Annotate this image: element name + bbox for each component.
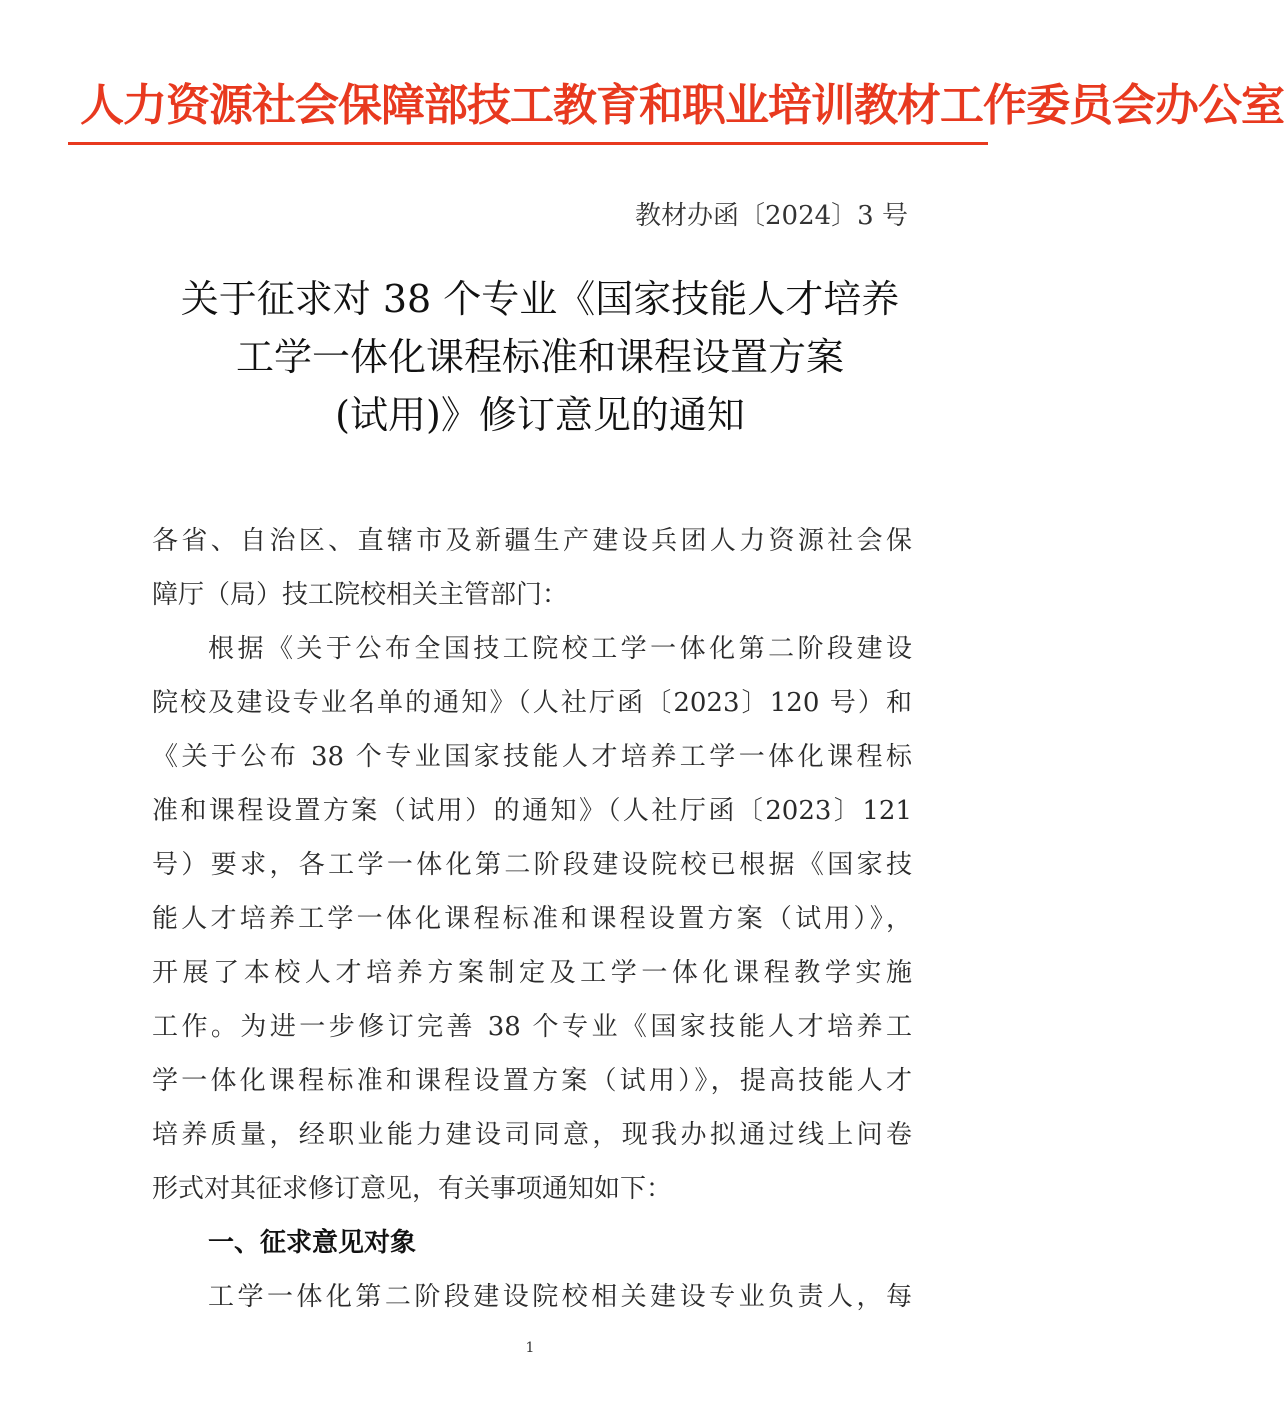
paragraph-line: 准和课程设置方案（试用）的通知》（人社厅函〔2023〕121 [152, 796, 912, 826]
paragraph-line: 号）要求，各工学一体化第二阶段建设院校已根据《国家技 [152, 850, 912, 880]
paragraph-line: 工作。为进一步修订完善 38 个专业《国家技能人才培养工 [152, 1012, 912, 1042]
addressee-line-1: 各省、自治区、直辖市及新疆生产建设兵团人力资源社会保 [152, 526, 912, 556]
section-heading: 一、征求意见对象 [208, 1228, 417, 1258]
document-number: 教材办函〔2024〕3 号 [635, 201, 908, 231]
document-title [120, 270, 960, 444]
page-number: 1 [525, 1340, 535, 1356]
document-body [152, 514, 912, 1324]
paragraph-line: 能人才培养工学一体化课程标准和课程设置方案（试用）》， [152, 904, 912, 934]
paragraph-line: 学一体化课程标准和课程设置方案（试用）》，提高技能人才 [152, 1066, 912, 1096]
paragraph-line: 开展了本校人才培养方案制定及工学一体化课程教学实施 [152, 958, 912, 988]
paragraph-line: 根据《关于公布全国技工院校工学一体化第二阶段建设 [208, 634, 912, 664]
paragraph-line: 形式对其征求修订意见，有关事项通知如下： [152, 1174, 673, 1204]
paragraph-line: 工学一体化第二阶段建设院校相关建设专业负责人，每 [208, 1282, 912, 1312]
title-line-2: 工学一体化课程标准和课程设置方案 [235, 335, 844, 379]
letterhead [68, 64, 1284, 148]
letterhead-red-rule [68, 142, 988, 145]
paragraph-line: 培养质量，经职业能力建设司同意，现我办拟通过线上问卷 [152, 1120, 912, 1150]
paragraph-line: 《关于公布 38 个专业国家技能人才培养工学一体化课程标 [152, 742, 912, 772]
letterhead-org-title: 人力资源社会保障部技工教育和职业培训教材工作委员会办公室 [80, 80, 1284, 131]
addressee-line-2: 障厅（局）技工院校相关主管部门： [152, 580, 569, 610]
paragraph-line: 院校及建设专业名单的通知》（人社厅函〔2023〕120 号）和 [152, 688, 912, 718]
title-line-3: (试用)》修订意见的通知 [335, 393, 745, 437]
title-line-1: 关于征求对 38 个专业《国家技能人才培养 [180, 277, 900, 321]
